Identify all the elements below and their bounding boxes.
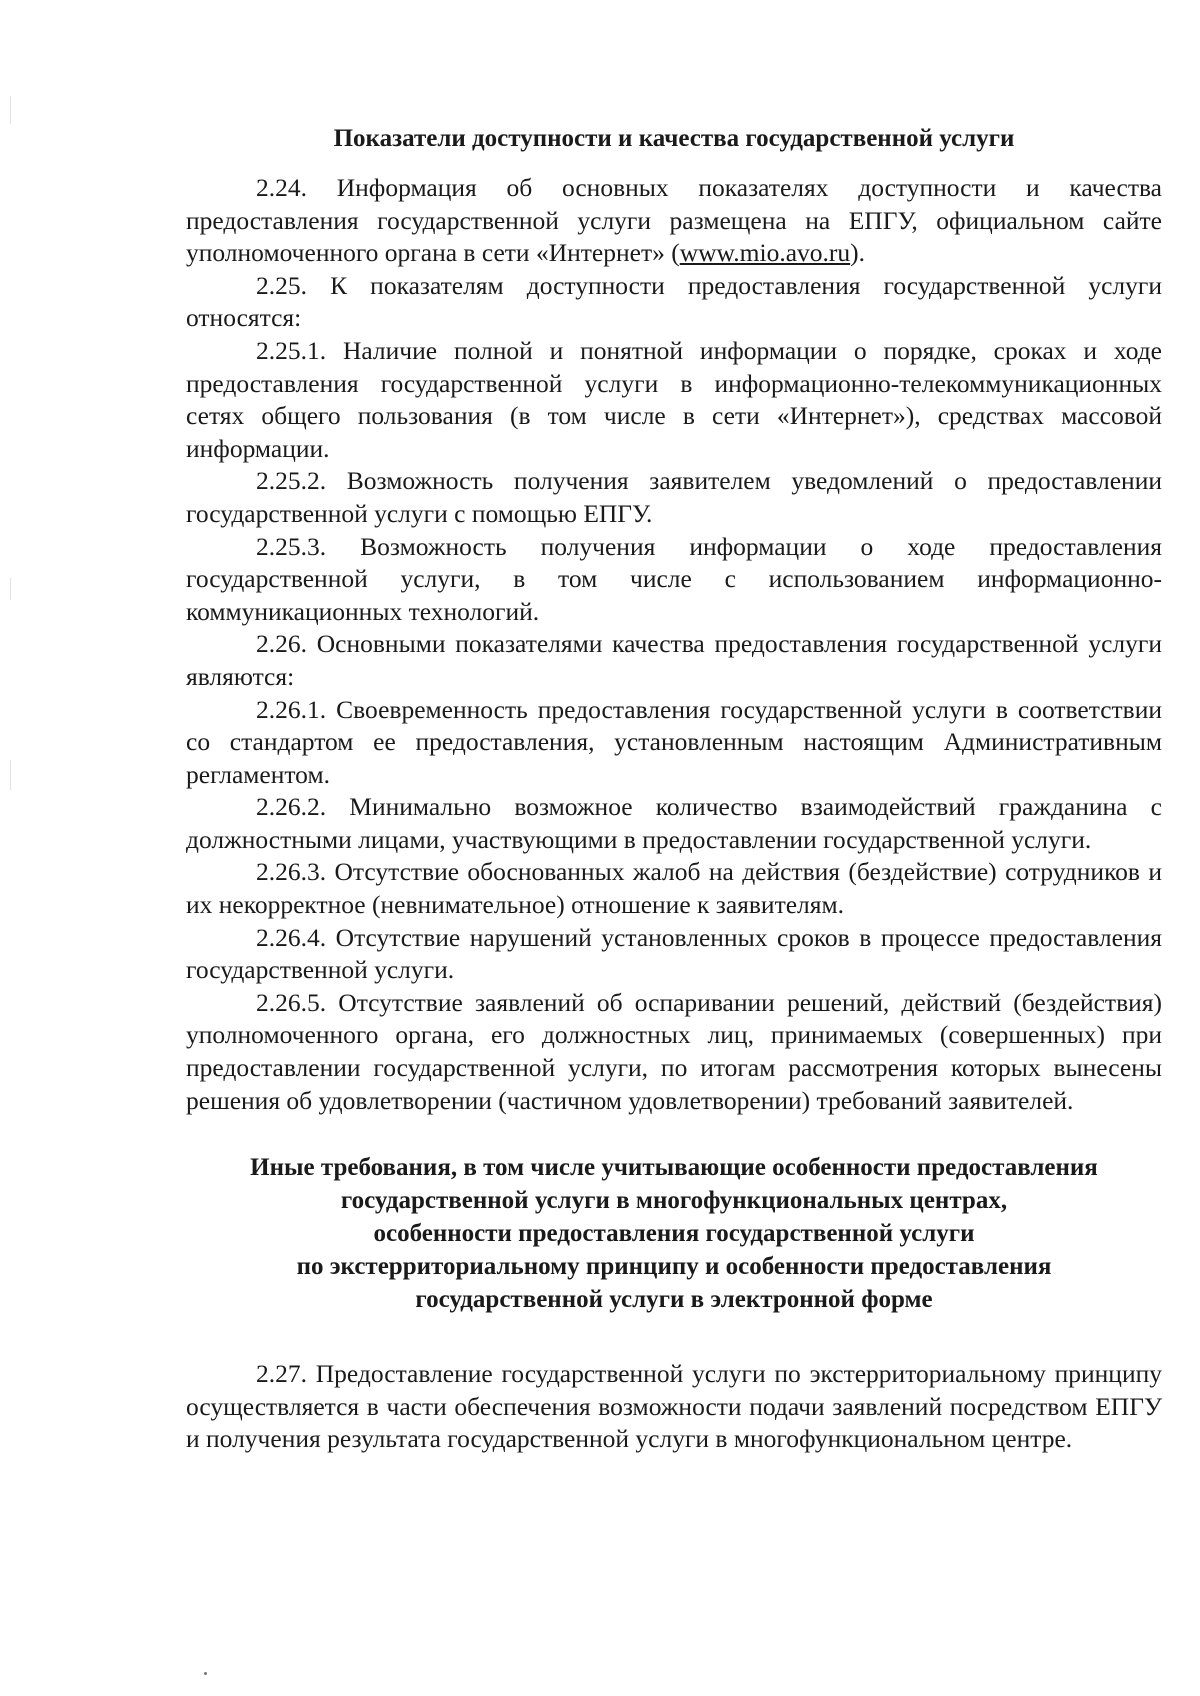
paragraph-2-26-4: 2.26.4. Отсутствие нарушений установленных сроков в процессе предоставления государственной услуги. — [186, 922, 1162, 985]
scan-dust-dot — [204, 1672, 207, 1675]
heading-line: государственной услуги в электронной форме — [415, 1286, 933, 1314]
paragraph-2-25-2: 2.25.2. Возможность получения заявителем уведомлений о предоставлении государственной услуги с помощью ЕПГУ. — [186, 466, 1162, 528]
section-heading-other-requirements — [186, 1151, 1162, 1316]
document-body — [186, 122, 1162, 1456]
paragraph-2-24-text: 2.24. Информация об основных показателях доступности и качества предоставления государственной услуги размещена на ЕПГУ, официальном сайте уполномоченного органа в сети «Интернет» ( — [186, 173, 1162, 268]
section-heading-accessibility: Показатели доступности и качества государственной услуги — [333, 125, 1015, 152]
paragraph-2-26-2: 2.26.2. Минимально возможное количество взаимодействий гражданина с должностными лицами, участвующими в предоставлении государственной услуги. — [186, 792, 1162, 854]
paragraph-2-26-1: 2.26.1. Своевременность предоставления государственной услуги в соответствии со стандартом ее предоставления, установленным настоящим Административным регламентом. — [186, 694, 1162, 789]
paragraph-2-25-1: 2.25.1. Наличие полной и понятной информации о порядке, сроках и ходе предоставления государственной услуги в информационно-телекоммуникационных сетях общего пользования (в том числе в сети «Интернет»), средствах массовой информации. — [186, 335, 1162, 463]
website-link[interactable]: www.mio.avo.ru — [679, 238, 851, 268]
scan-edge-mark — [10, 578, 11, 600]
paragraph-2-26: 2.26. Основными показателями качества предоставления государственной услуги являются: — [186, 629, 1162, 691]
paragraph-2-26-3: 2.26.3. Отсутствие обоснованных жалоб на действия (бездействие) сотрудников и их некорректное (невнимательное) отношение к заявителям. — [186, 857, 1162, 920]
paragraph-2-24 — [186, 172, 1162, 270]
paragraph-2-26-5: 2.26.5. Отсутствие заявлений об оспаривании решений, действий (бездействия) уполномоченного органа, его должностных лиц, принимаемых (совершенных) при предоставлении государственной услуги, по итогам рассмотрения которых вынесены решения об удовлетворении (частичном удовлетворении) требований заявителей. — [186, 987, 1162, 1115]
heading-line: государственной услуги в многофункциональных центрах, — [340, 1187, 1008, 1215]
paragraph-2-25-3: 2.25.3. Возможность получения информации о ходе предоставления государственной услуги, в том числе с использованием информационно-коммуникационных технологий. — [186, 531, 1162, 626]
paragraph-2-25: 2.25. К показателям доступности предоставления государственной услуги относятся: — [186, 270, 1162, 333]
heading-line: по экстерриториальному принципу и особенности предоставления — [296, 1253, 1052, 1281]
heading-line: особенности предоставления государственной услуги — [373, 1220, 975, 1248]
scan-edge-mark — [10, 96, 11, 124]
paragraph-2-27: 2.27. Предоставление государственной услуги по экстерриториальному принципу осуществляется в части обеспечения возможности подачи заявлений посредством ЕПГУ и получения результата государственной услуги в многофункциональном центре. — [186, 1359, 1162, 1454]
heading-line: Иные требования, в том числе учитывающие особенности предоставления — [250, 1154, 1098, 1182]
scan-edge-mark — [10, 760, 11, 790]
paragraph-2-24-end: ). — [850, 238, 866, 268]
